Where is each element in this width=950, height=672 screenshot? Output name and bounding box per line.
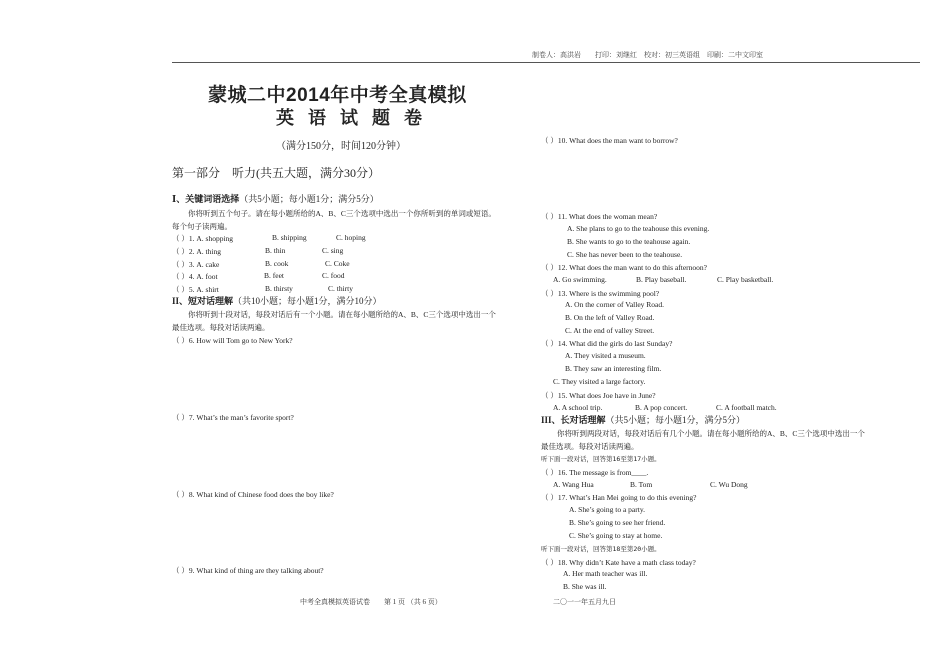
- q3-option-b: B. cook: [265, 259, 289, 268]
- question-15: （ ）15. What does Joe have in June?: [541, 391, 656, 400]
- footer-page-info: 中考全真模拟英语试卷 第 1 页 （共 6 页）: [300, 598, 442, 606]
- section3-title: III、长对话理解: [541, 415, 606, 425]
- q14-option-c: C. They visited a large factory.: [553, 377, 646, 386]
- question-13: （ ）13. Where is the swimming pool?: [541, 289, 660, 298]
- q12-option-a: A. Go swimming.: [553, 275, 607, 284]
- section3-instruction: 你将听到两段对话，每段对话后有几个小题。请在每小题所给的A、B、C三个选项中选出一个: [557, 429, 865, 438]
- question-10: （ ）10. What does the man want to borrow?: [541, 136, 678, 145]
- question-7: （ ）7. What’s the man’s favorite sport?: [172, 413, 294, 422]
- q1-option-b: B. shipping: [272, 233, 307, 242]
- q17-option-b: B. She’s going to see her friend.: [569, 518, 666, 527]
- q18-option-a: A. Her math teacher was ill.: [563, 569, 648, 578]
- q3-option-c: C. Coke: [325, 259, 350, 268]
- q3-option-a: （ ）3. A. cake: [172, 260, 220, 269]
- question-11: （ ）11. What does the woman mean?: [541, 212, 658, 221]
- section3-instruction-2: 最佳选项。每段对话读两遍。: [541, 442, 639, 451]
- section3-note: （共5小题；每小题1分，满分5分）: [605, 415, 746, 425]
- score-time-note: （满分150分，时间120分钟）: [276, 141, 406, 152]
- exam-subtitle: 英语试题卷: [276, 108, 436, 128]
- q2-option-a: （ ）2. A. thing: [172, 247, 221, 256]
- q2-option-c: C. sing: [322, 246, 344, 255]
- q16-option-c: C. Wu Dong: [710, 480, 748, 489]
- section1-note: （共5小题；每小题1分；满分5分）: [239, 194, 379, 204]
- section1-instruction-2: 每个句子读两遍。: [172, 222, 232, 231]
- q14-option-a: A. They visited a museum.: [565, 351, 646, 360]
- section2-title: II、短对话理解: [172, 296, 234, 306]
- q4-option-c: C. food: [322, 271, 345, 280]
- q17-option-a: A. She’s going to a party.: [569, 505, 645, 514]
- question-18: （ ）18. Why didn’t Kate have a math class today?: [541, 558, 696, 567]
- q5-option-b: B. thirsty: [265, 284, 293, 293]
- question-16: （ ）16. The message is from____.: [541, 468, 649, 477]
- dialog1-instruction: 听下面一段对话，回答第16至第17小题。: [541, 455, 661, 463]
- q11-option-c: C. She has never been to the teahouse.: [567, 250, 683, 259]
- header-credits: 制卷人：高洪岩 打印：刘继红 校对：初三英语组 印刷：二中文印室: [532, 51, 763, 59]
- q13-option-a: A. On the corner of Valley Road.: [565, 300, 665, 309]
- question-14: （ ）14. What did the girls do last Sunday?: [541, 339, 673, 348]
- q16-option-b: B. Tom: [630, 480, 653, 489]
- q5-option-c: C. thirty: [328, 284, 354, 293]
- exam-title: 蒙城二中2014年中考全真模拟: [208, 85, 467, 106]
- q1-option-c: C. hoping: [336, 233, 366, 242]
- footer-date: 二〇一一年五月九日: [553, 598, 616, 606]
- q5-option-a: （ ）5. A. shirt: [172, 285, 219, 294]
- q11-option-a: A. She plans to go to the teahouse this evening.: [567, 224, 710, 233]
- section2-instruction: 你将听到十段对话，每段对话后有一个小题。请在每小题所给的A、B、C三个选项中选出一个: [188, 310, 496, 319]
- q16-option-a: A. Wang Hua: [553, 480, 594, 489]
- part-one-heading: 第一部分 听力(共五大题，满分30分）: [172, 166, 380, 180]
- q15-option-b: B. A pop concert.: [635, 403, 688, 412]
- q4-option-a: （ ）4. A. foot: [172, 272, 218, 281]
- q13-option-b: B. On the left of Valley Road.: [565, 313, 655, 322]
- q14-option-b: B. They saw an interesting film.: [565, 364, 662, 373]
- question-9: （ ）9. What kind of thing are they talking about?: [172, 566, 324, 575]
- q13-option-c: C. At the end of valley Street.: [565, 326, 655, 335]
- section1-heading: [172, 192, 379, 205]
- q18-option-b: B. She was ill.: [563, 582, 607, 591]
- question-17: （ ）17. What’s Han Mei going to do this evening?: [541, 493, 697, 502]
- q12-option-c: C. Play basketball.: [717, 275, 774, 284]
- question-12: （ ）12. What does the man want to do this afternoon?: [541, 263, 708, 272]
- dialog2-instruction: 听下面一段对话，回答第18至第20小题。: [541, 545, 661, 553]
- section2-note: （共10小题；每小题1分，满分10分）: [233, 296, 382, 306]
- q2-option-b: B. thin: [265, 246, 286, 255]
- section3-heading: [541, 413, 745, 426]
- q1-option-a: （ ）1. A. shopping: [172, 234, 234, 243]
- section1-instruction: 你将听到五个句子。请在每小题所给的A、B、C三个选项中选出一个你所听到的单词或短语。: [188, 209, 496, 218]
- section2-instruction-2: 最佳选项。每段对话读两遍。: [172, 323, 270, 332]
- q11-option-b: B. She wants to go to the teahouse again.: [567, 237, 691, 246]
- q15-option-c: C. A football match.: [716, 403, 777, 412]
- q4-option-b: B. feet: [264, 271, 284, 280]
- q17-option-c: C. She’s going to stay at home.: [569, 531, 663, 540]
- section2-heading: [172, 294, 382, 307]
- question-8: （ ）8. What kind of Chinese food does the boy like?: [172, 490, 334, 499]
- q12-option-b: B. Play baseball.: [636, 275, 687, 284]
- section1-title: Ⅰ、关键词语选择: [172, 194, 240, 204]
- header-rule: [172, 62, 920, 63]
- q15-option-a: A. A school trip.: [553, 403, 603, 412]
- question-6: （ ）6. How will Tom go to New York?: [172, 336, 293, 345]
